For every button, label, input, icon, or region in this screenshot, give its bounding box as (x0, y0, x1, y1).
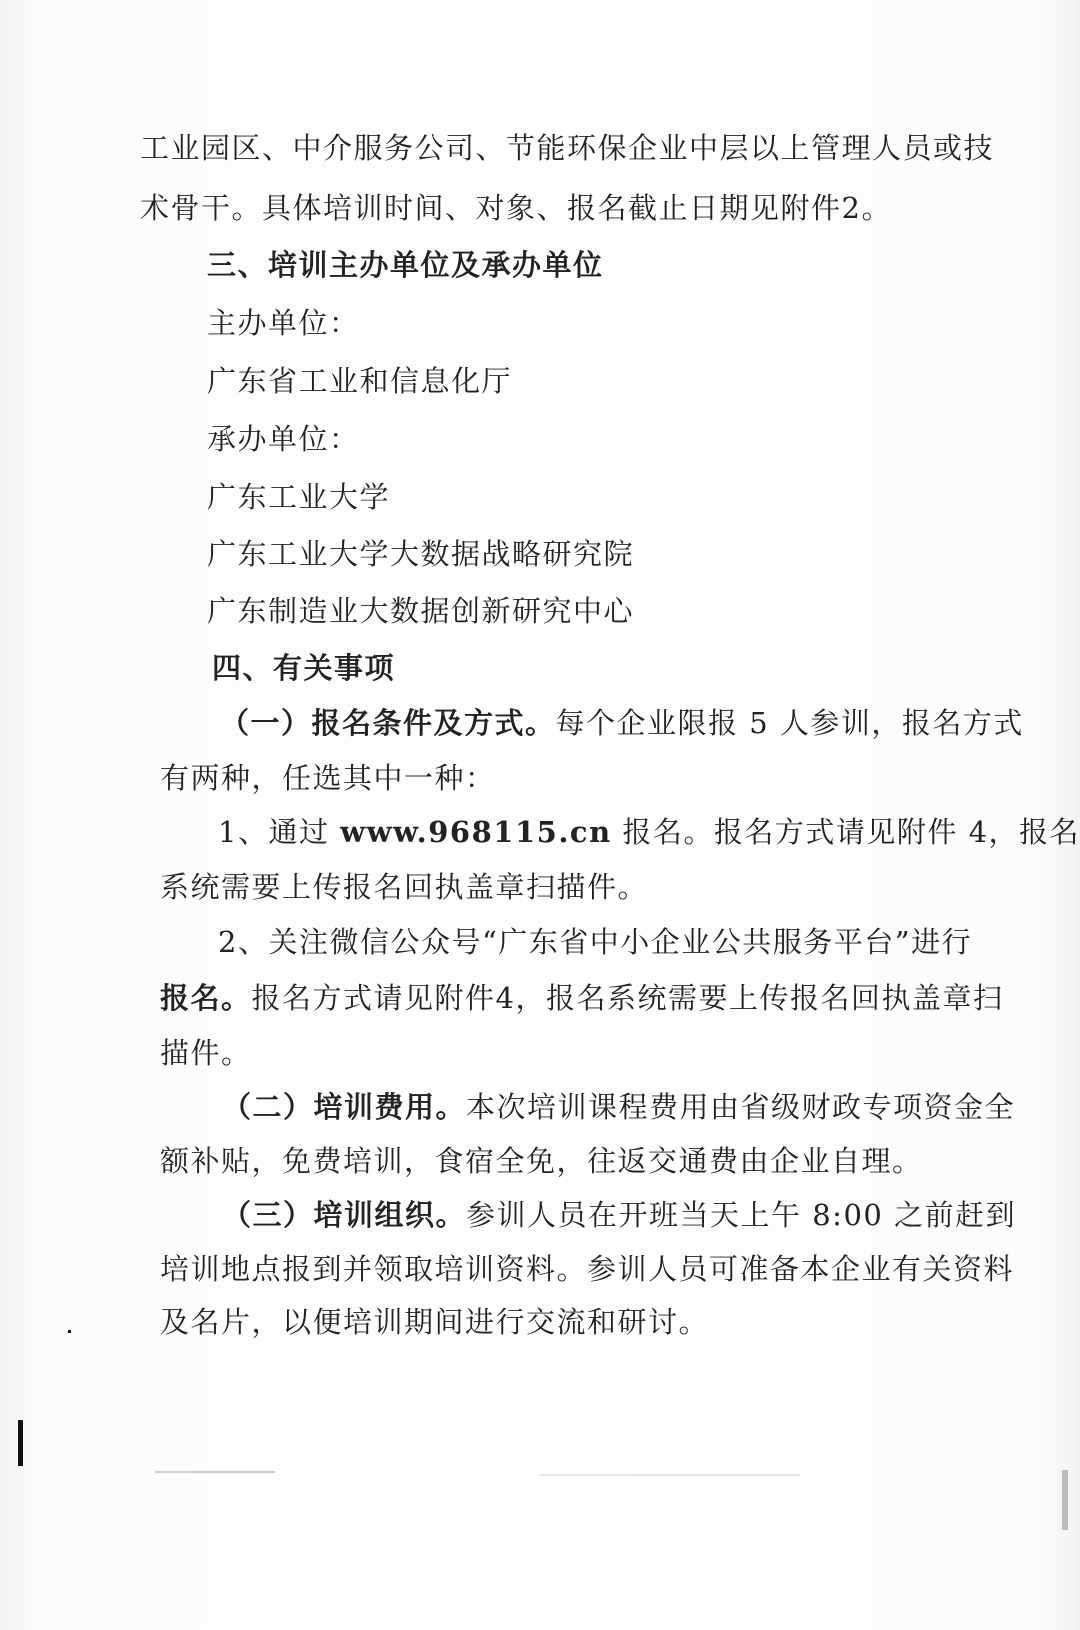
method-1-line-b: 系统需要上传报名回执盖章扫描件。 (160, 870, 649, 904)
registration-url: www.968115.cn (340, 815, 612, 849)
method-1-prefix: 1、通过 (218, 815, 341, 849)
organizer-label: 承办单位： (207, 422, 360, 456)
method-2-line-c: 描件。 (160, 1036, 252, 1070)
method-2-bold: 报名。 (160, 981, 252, 1015)
item-3-title: （三）培训组织。 (222, 1198, 467, 1232)
item-3-line-c: 及名片，以便培训期间进行交流和研讨。 (160, 1305, 710, 1339)
method-2-line-b (160, 980, 1003, 1016)
section-3-heading: 三、培训主办单位及承办单位 (207, 248, 604, 282)
item-2-title: （二）培训费用。 (222, 1090, 467, 1124)
host-name: 广东省工业和信息化厅 (207, 364, 513, 398)
item-1-title: （一）报名条件及方式。 (220, 706, 556, 740)
organizer-item: 广东工业大学 (207, 480, 391, 514)
scan-speck (68, 1330, 71, 1333)
scan-edge-shadow (1062, 1470, 1068, 1530)
method-2-line-a: 2、关注微信公众号“广东省中小企业公共服务平台”进行 (218, 925, 973, 959)
scan-rule-fragment (155, 1471, 275, 1473)
section-4-heading: 四、有关事项 (212, 651, 396, 685)
method-1-suffix: 报名。报名方式请见附件 4，报名 (611, 815, 1080, 849)
organizer-item: 广东工业大学大数据战略研究院 (207, 537, 635, 571)
organizer-item: 广东制造业大数据创新研究中心 (207, 594, 635, 628)
item-1-line-a (220, 705, 1024, 741)
host-label: 主办单位： (207, 306, 360, 340)
method-2-text: 报名方式请见附件4，报名系统需要上传报名回执盖章扫 (251, 981, 1004, 1015)
item-3-text: 参训人员在开班当天上午 8:00 之前赶到 (466, 1198, 1017, 1232)
method-1-line-a (218, 814, 1080, 850)
item-2-text: 本次培训课程费用由省级财政专项资金全 (466, 1090, 1016, 1124)
intro-line-1: 工业园区、中介服务公司、节能环保企业中层以上管理人员或技 (140, 131, 995, 165)
item-1-text: 每个企业限报 5 人参训，报名方式 (555, 706, 1024, 740)
scan-rule-fragment (540, 1474, 800, 1476)
item-2-line-b: 额补贴，免费培训，食宿全免，往返交通费由企业自理。 (160, 1144, 923, 1178)
item-2-line-a (222, 1089, 1015, 1125)
item-1-line-b: 有两种，任选其中一种： (160, 761, 496, 795)
item-3-line-b: 培训地点报到并领取培训资料。参训人员可准备本企业有关资料 (160, 1252, 1015, 1286)
intro-line-2: 术骨干。具体培训时间、对象、报名截止日期见附件2。 (140, 191, 892, 225)
item-3-line-a (222, 1197, 1016, 1233)
scan-edge-mark (18, 1420, 23, 1466)
